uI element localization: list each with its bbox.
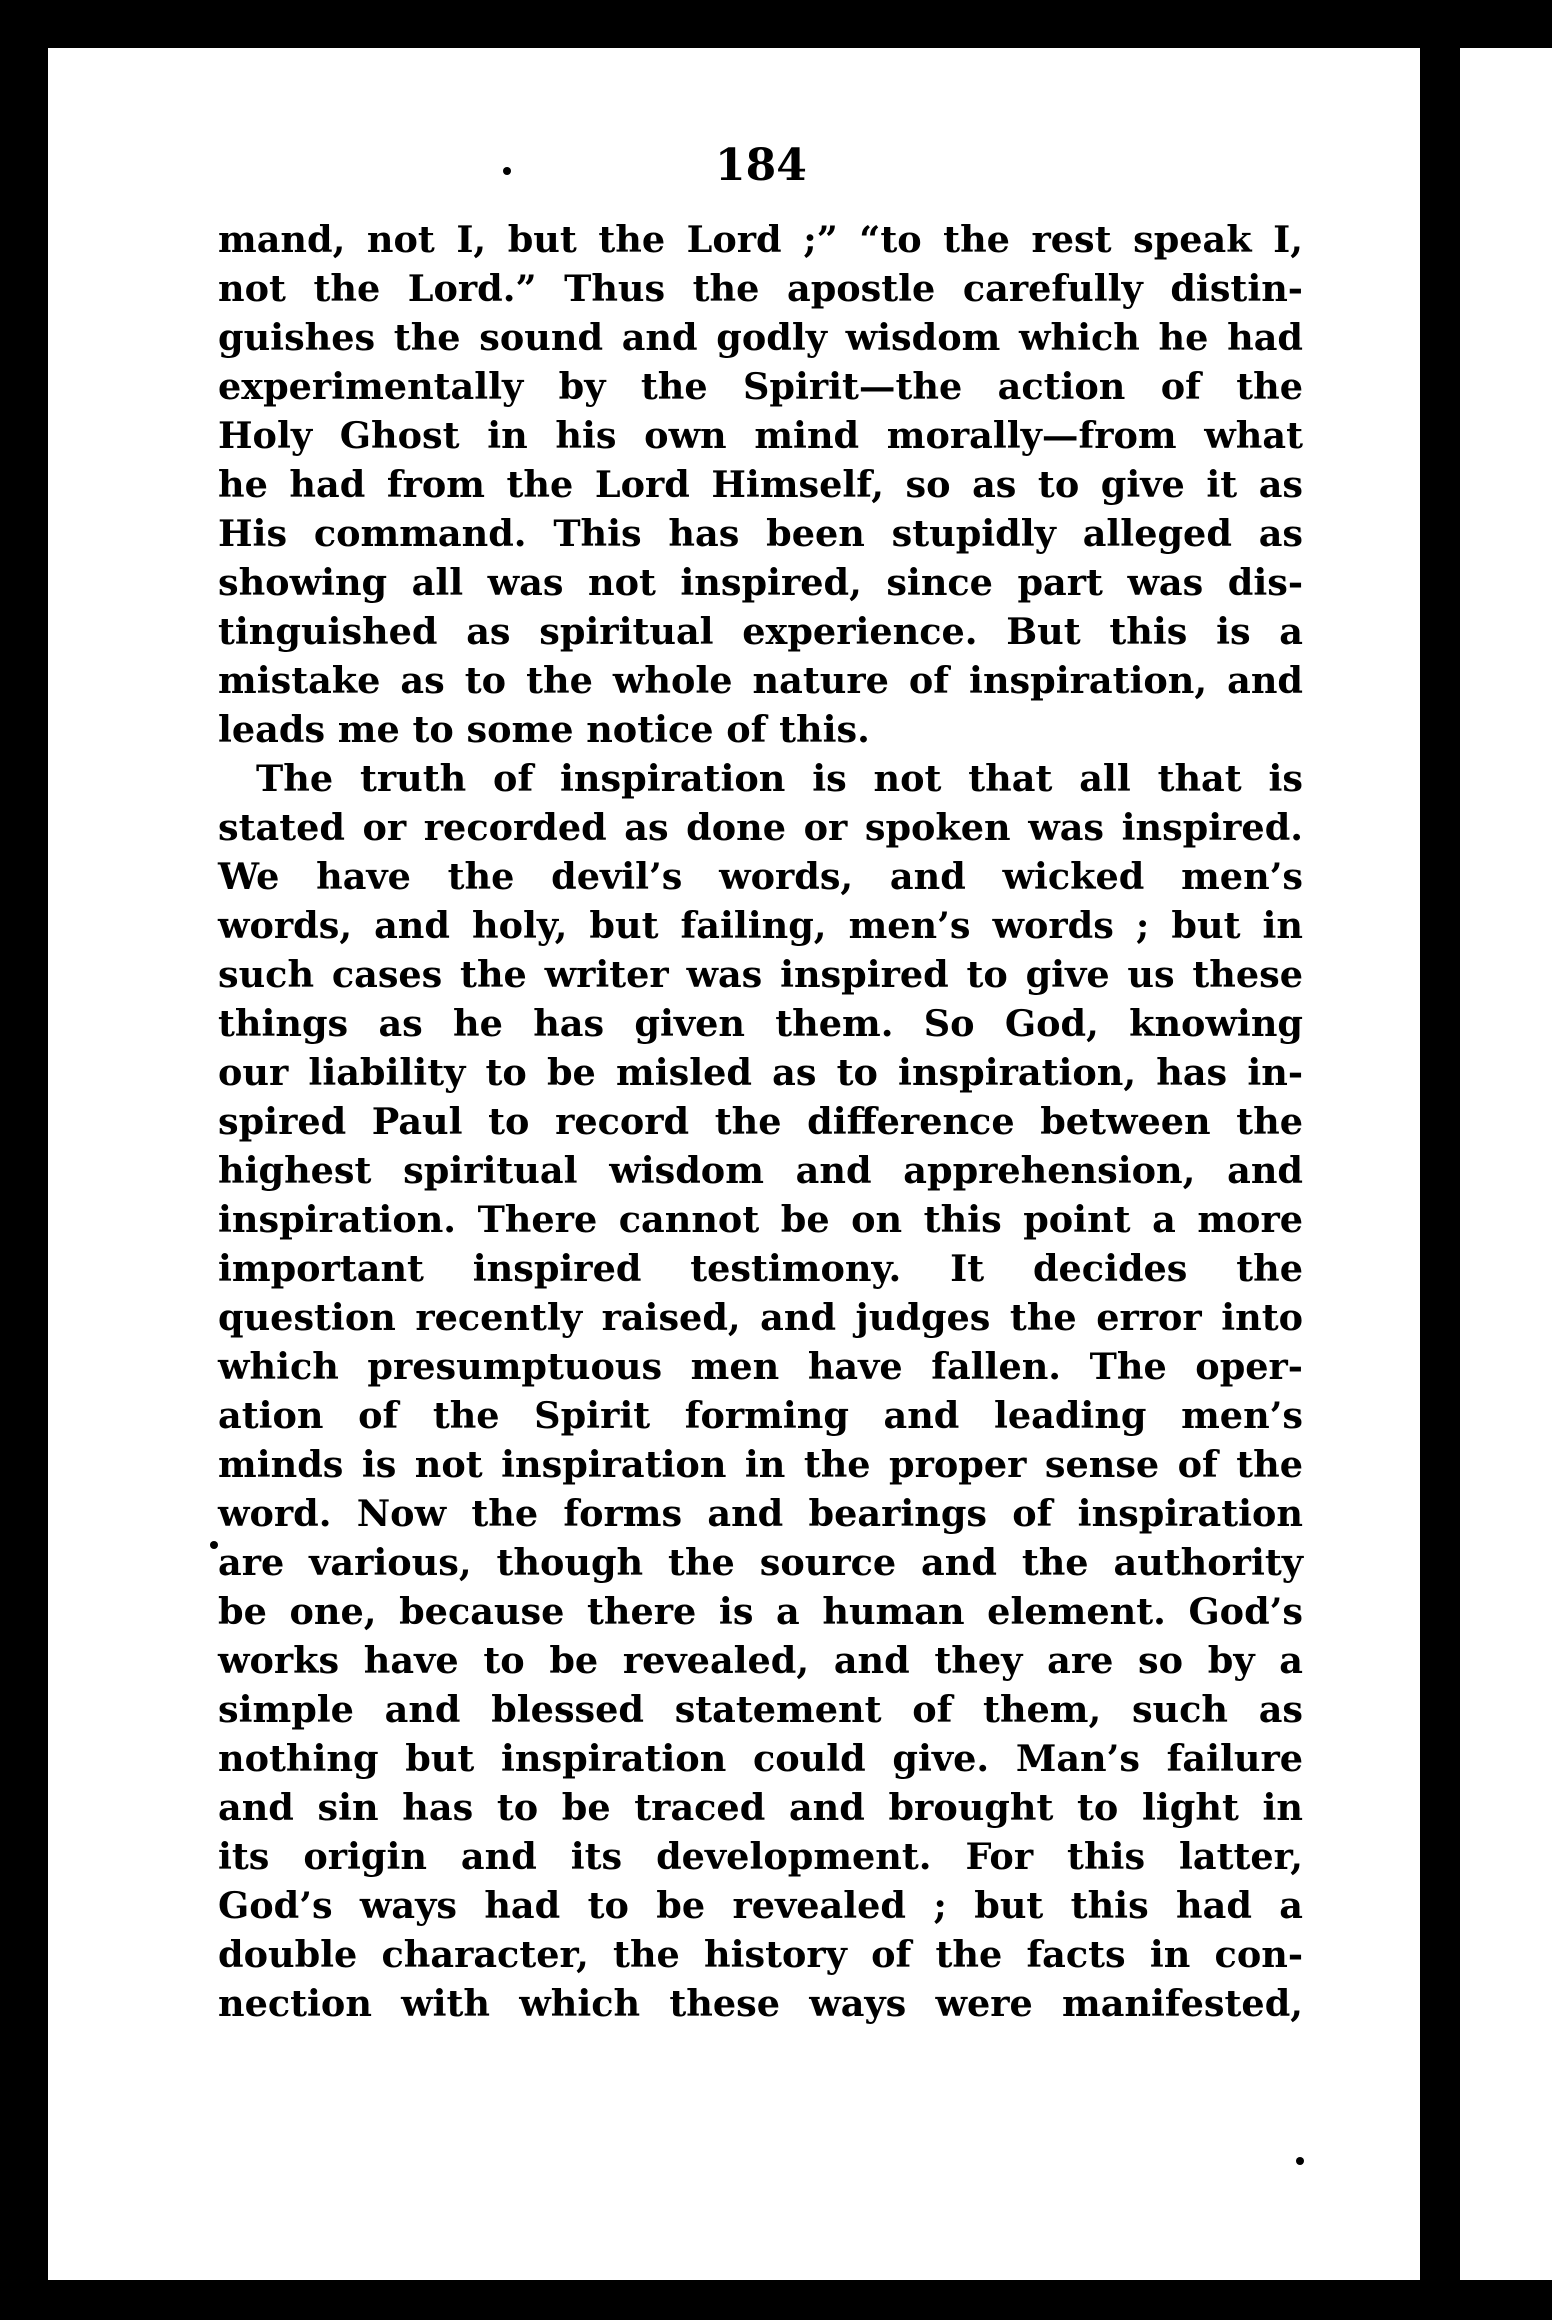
text-line: and sin has to be traced and brought to light in <box>218 1786 1303 1829</box>
print-speck <box>1296 2157 1304 2165</box>
text-line: works have to be revealed, and they are so by a <box>218 1639 1303 1682</box>
text-line: We have the devil’s words, and wicked men’s <box>218 855 1303 898</box>
text-line: minds is not inspiration in the proper sense of the <box>218 1443 1303 1486</box>
text-line: showing all was not inspired, since part was dis- <box>218 561 1303 604</box>
text-line: word. Now the forms and bearings of inspiration <box>218 1492 1303 1535</box>
text-line: leads me to some notice of this. <box>218 708 870 751</box>
text-line: are various, though the source and the authority <box>218 1541 1303 1584</box>
text-line: experimentally by the Spirit—the action of the <box>218 365 1303 408</box>
text-line: he had from the Lord Himself, so as to give it as <box>218 463 1303 506</box>
text-line: ation of the Spirit forming and leading men’s <box>218 1394 1303 1437</box>
text-line: Holy Ghost in his own mind morally—from what <box>218 414 1303 457</box>
text-line: God’s ways had to be revealed ; but this had a <box>218 1884 1303 1927</box>
text-line: question recently raised, and judges the error into <box>218 1296 1303 1339</box>
text-line: stated or recorded as done or spoken was inspired. <box>218 806 1303 849</box>
text-line: inspiration. There cannot be on this point a more <box>218 1198 1303 1241</box>
body-text <box>218 215 1303 2028</box>
text-line: its origin and its development. For this latter, <box>218 1835 1303 1878</box>
text-line: mistake as to the whole nature of inspiration, and <box>218 659 1303 702</box>
adjacent-page-edge <box>1460 48 1552 2280</box>
text-line: which presumptuous men have fallen. The oper- <box>218 1345 1303 1388</box>
text-line: simple and blessed statement of them, such as <box>218 1688 1303 1731</box>
text-line: highest spiritual wisdom and apprehension, and <box>218 1149 1303 1192</box>
text-line: mand, not I, but the Lord ;” “to the rest speak I, <box>218 218 1303 261</box>
text-line: His command. This has been stupidly alleged as <box>218 512 1303 555</box>
print-speck <box>210 1541 218 1549</box>
text-line: important inspired testimony. It decides the <box>218 1247 1303 1290</box>
text-line: things as he has given them. So God, knowing <box>218 1002 1303 1045</box>
text-line: nection with which these ways were manifested, <box>218 1982 1303 2025</box>
print-speck <box>503 167 511 175</box>
text-line: be one, because there is a human element. God’s <box>218 1590 1303 1633</box>
text-line: The truth of inspiration is not that all that is <box>256 757 1303 800</box>
text-line: nothing but inspiration could give. Man’s failure <box>218 1737 1303 1780</box>
text-line: double character, the history of the facts in con- <box>218 1933 1303 1976</box>
text-line: such cases the writer was inspired to give us these <box>218 953 1303 996</box>
text-line: tinguished as spiritual experience. But this is a <box>218 610 1303 653</box>
page-number: 184 <box>715 140 807 191</box>
text-line: guishes the sound and godly wisdom which he had <box>218 316 1303 359</box>
text-line: not the Lord.” Thus the apostle carefully distin- <box>218 267 1303 310</box>
text-line: words, and holy, but failing, men’s words ; but in <box>218 904 1303 947</box>
text-line: spired Paul to record the difference between the <box>218 1100 1303 1143</box>
text-line: our liability to be misled as to inspiration, has in- <box>218 1051 1303 1094</box>
